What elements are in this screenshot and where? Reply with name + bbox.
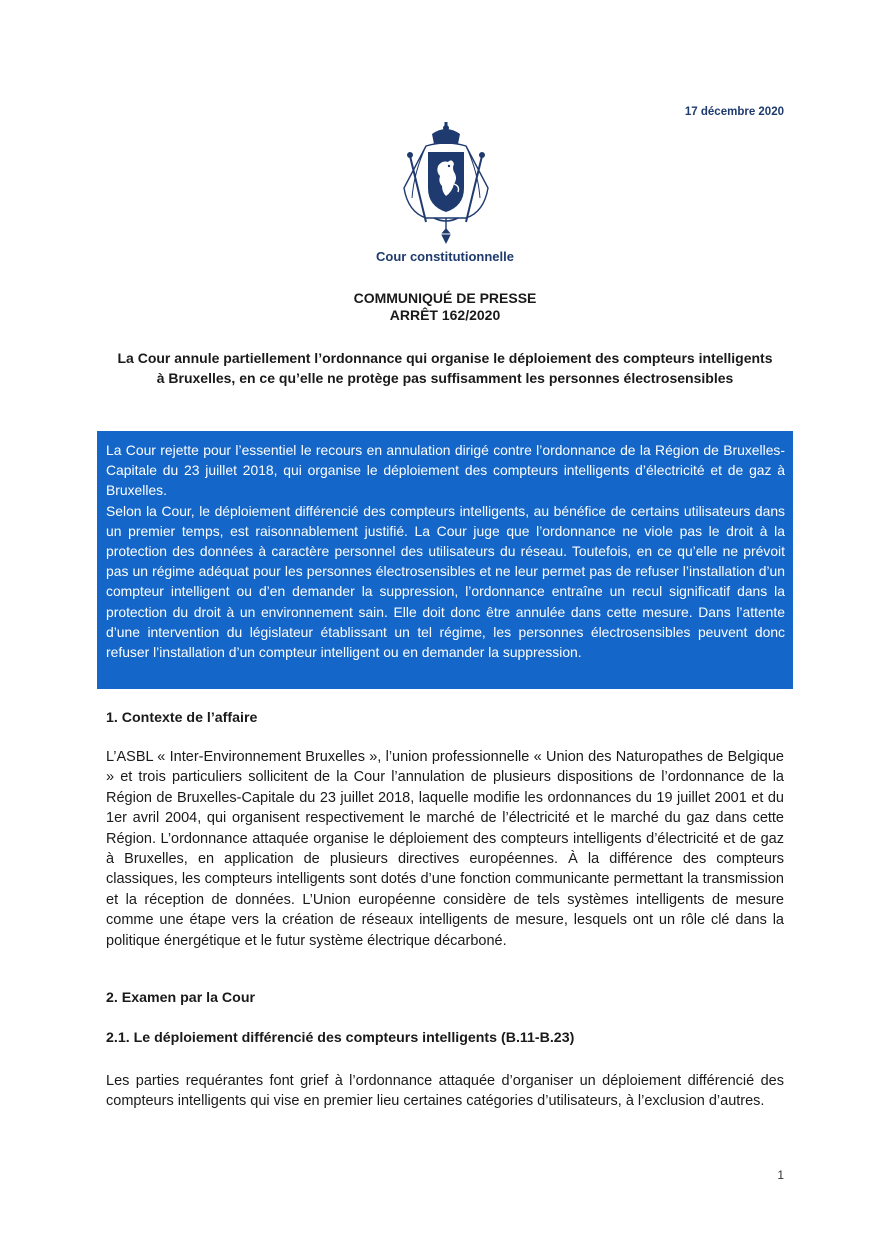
section-1-body	[106, 747, 784, 951]
section-1-heading: 1. Contexte de l’affaire	[106, 710, 258, 726]
summary-paragraph-1: La Cour rejette pour l’essentiel le recours en annulation dirigé contre l’ordonnance de la Région de Bruxelles-Capitale du 23 juillet 2018, qui organise le déploiement des compteurs intelligents d’électricité et de gaz à Bruxelles.	[106, 442, 785, 499]
section-2-1-paragraph: Les parties requérantes font grief à l’ordonnance attaquée d’organiser un déploiement différencié des compteurs intelligents qui vise en premier lieu certaines catégories d’utilisateurs, à l’exclusion d’autres.	[106, 1073, 784, 1110]
press-release-date: 17 décembre 2020	[684, 106, 784, 118]
document-heading	[0, 290, 890, 324]
section-2-1-body	[106, 1071, 784, 1112]
document-subtitle: La Cour annule partiellement l’ordonnance qui organise le déploiement des compteurs intelligents à Bruxelles, en ce qu’elle ne protège pas suffisamment les personnes électrosensibles	[117, 350, 773, 386]
section-2-1-heading: 2.1. Le déploiement différencié des compteurs intelligents (B.11-B.23)	[106, 1030, 575, 1046]
page-number: 1	[777, 1168, 784, 1182]
belgian-coat-of-arms-icon	[396, 122, 496, 246]
section-1-paragraph: L’ASBL « Inter-Environnement Bruxelles », l’union professionnelle « Union des Naturopathes de Belgique » et trois particuliers sollicitent de la Cour l’annulation de plusieurs dispositions de l’ordonnance de la Région de Bruxelles-Capitale du 23 juillet 2018, laquelle modifie les ordonnances du 19 juillet 2001 et du 1er avril 2004, qui organisent respectivement le marché de l’électricité et le marché du gaz dans cette Région. L’ordonnance attaquée organise le déploiement des compteurs intelligents d’électricité et de gaz à Bruxelles, en application de plusieurs directives européennes. À la différence des compteurs classiques, les compteurs intelligents sont dotés d’une fonction communicante permettant la transmission et la réception de données. L’Union européenne considère de tels systèmes intelligents de mesure comme une étape vers la création de réseaux intelligents de mesure, lesquels ont un rôle clé dans la politique énergétique et le futur système électrique décarboné.	[106, 749, 784, 949]
court-name: Cour constitutionnelle	[376, 249, 514, 264]
heading-press-release: COMMUNIQUÉ DE PRESSE	[353, 290, 537, 306]
summary-box	[97, 431, 793, 689]
heading-judgment-number: ARRÊT 162/2020	[389, 307, 501, 323]
section-2-heading: 2. Examen par la Cour	[106, 990, 256, 1006]
summary-paragraph-2: Selon la Cour, le déploiement différencié des compteurs intelligents, au bénéfice de certains utilisateurs dans un premier temps, est raisonnablement justifié. La Cour juge que l’ordonnance ne viole pas le droit à la protection des données à caractère personnel des utilisateurs du réseau. Toutefois, en ce qu’elle ne prévoit pas un régime adéquat pour les personnes électrosensibles et ne leur permet pas de refuser l’installation d’un compteur intelligent ou d’en demander la suppression, l’ordonnance entraîne un recul significatif dans la protection du droit à un environnement sain. Elle doit donc être annulée dans cette mesure. Dans l’attente d’une intervention du législateur établissant un tel régime, les personnes électrosensibles peuvent donc refuser l’installation d’un compteur intelligent ou en demander la suppression.	[106, 502, 785, 661]
